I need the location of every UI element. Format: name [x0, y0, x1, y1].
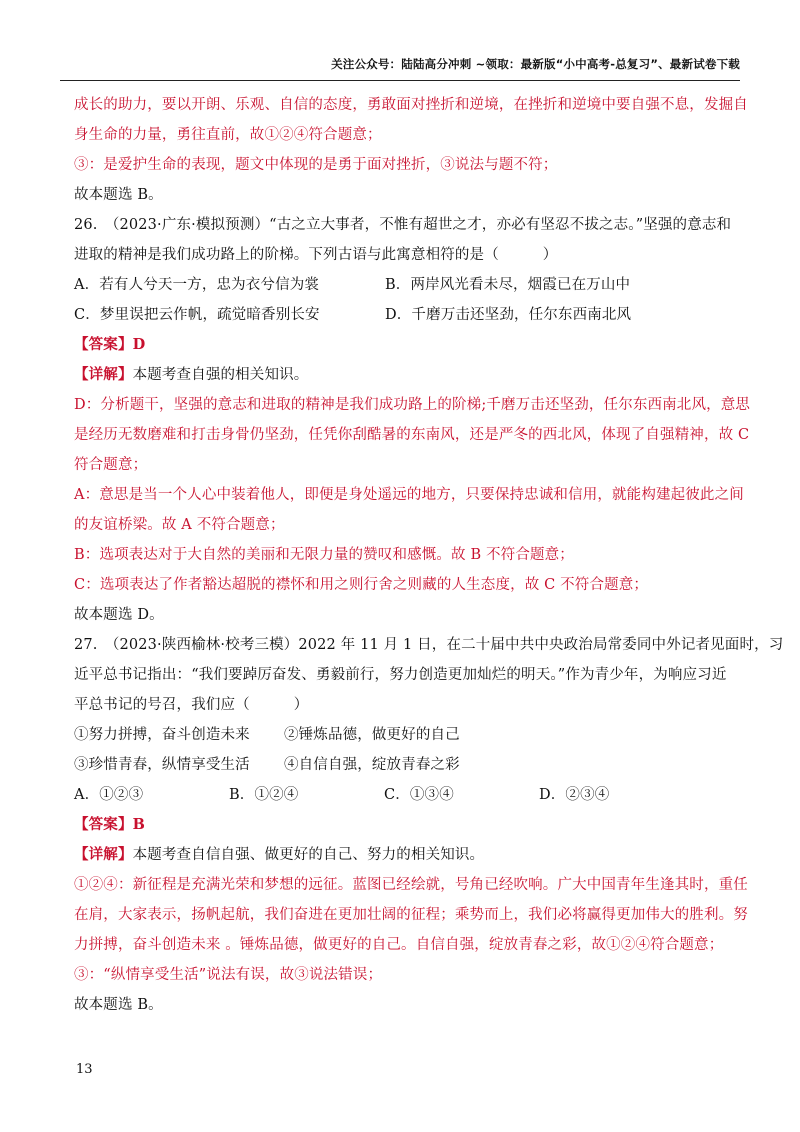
explanation-line: C：选项表达了作者豁达超脱的襟怀和用之则行舍之则藏的人生态度，故 C 不符合题意； — [74, 577, 649, 593]
detail-text: 本题考查自强的相关知识。 — [132, 367, 309, 383]
question-26-stem: 进取的精神是我们成功路上的阶梯。下列古语与此寓意相符的是（ ） — [74, 247, 558, 263]
explanation-line: 符合题意； — [74, 457, 148, 473]
option-b: B．两岸风光看未尽，烟霞已在万山中 — [385, 277, 631, 293]
question-27-stem: 近平总书记指出：“我们要踔厉奋发、勇毅前行，努力创造更加灿烂的明天。”作为青少年，为响应习近 — [74, 667, 727, 683]
page-content — [74, 90, 784, 1020]
statement-4: ④自信自强，绽放青春之彩 — [284, 757, 460, 773]
option-b: B．①②④ — [229, 787, 299, 803]
option-c: C．梦里误把云作帆，疏觉暗香别长安 — [74, 307, 320, 323]
answer-label: 【答案】B — [74, 816, 146, 833]
explanation-line: D：分析题干，坚强的意志和进取的精神是我们成功路上的阶梯;千磨万击还坚劲，任尔东西南北风，意思 — [74, 397, 751, 413]
explanation-line: ③：“纵情享受生活”说法有误，故③说法错误； — [74, 967, 383, 983]
explanation-line: B：选项表达对于大自然的美丽和无限力量的赞叹和感慨。故 B 不符合题意； — [74, 547, 574, 563]
statement-row — [74, 750, 726, 780]
page-number: 13 — [76, 1062, 93, 1077]
explanation-line: 是经历无数磨难和打击身骨仍坚劲，任凭你刮酷暑的东南风，还是严冬的西北风，体现了自强精神，故 C — [74, 427, 750, 443]
page-header: 关注公众号：陆陆高分冲刺 ~领取：最新版“小中高考-总复习”、最新试卷下载 — [60, 56, 740, 81]
detail-label: 【详解】 — [74, 366, 133, 383]
option-a: A．①②③ — [74, 787, 144, 803]
explanation-line: 力拼搏，奋斗创造未来 。锤炼品德，做更好的自己。自信自强，绽放青春之彩，故①②④符合题意； — [74, 937, 724, 953]
statement-2: ②锤炼品德，做更好的自己 — [284, 727, 460, 743]
statement-row — [74, 720, 726, 750]
detail-line — [74, 840, 726, 870]
explanation-line: ③：是爱护生命的表现，题文中体现的是勇于面对挫折，③说法与题不符； — [74, 157, 558, 173]
question-27-options-row — [74, 780, 726, 810]
question-26-options-row — [74, 300, 726, 330]
explanation-line: A：意思是当一个人心中装着他人，即便是身处遥远的地方，只要保持忠诚和信用，就能构建起彼此之间 — [74, 487, 744, 503]
explanation-line: 身生命的力量，勇往直前，故①②④符合题意； — [74, 127, 382, 143]
explanation-line: 在肩，大家表示，扬帆起航，我们奋进在更加壮阔的征程；乘势而上，我们必将赢得更加伟大的胜利。努 — [74, 907, 748, 923]
explanation-line: 的友谊桥梁。故 A 不符合题意； — [74, 517, 285, 533]
option-d: D．②③④ — [539, 787, 610, 803]
option-c: C．①③④ — [384, 787, 454, 803]
option-d: D．千磨万击还坚劲，任尔东西南北风 — [385, 307, 632, 323]
conclusion-line: 故本题选 B。 — [74, 187, 163, 203]
detail-text: 本题考查自信自强、做更好的自己、努力的相关知识。 — [132, 847, 485, 863]
explanation-line: 成长的助力，要以开朗、乐观、自信的态度，勇敢面对挫折和逆境，在挫折和逆境中要自强不息，发掘自 — [74, 97, 748, 113]
detail-label: 【详解】 — [74, 846, 133, 863]
answer-label: 【答案】D — [74, 336, 146, 353]
statement-3: ③珍惜青春，纵情享受生活 — [74, 757, 250, 773]
conclusion-line: 故本题选 D。 — [74, 607, 164, 623]
question-27-stem: 27. （2023·陕西榆林·校考三模）2022 年 11 月 1 日，在二十届中共中央政治局常委同中外记者见面时，习 — [74, 637, 784, 653]
explanation-line: ①②④：新征程是充满光荣和梦想的远征。蓝图已经绘就，号角已经吹响。广大中国青年生逢其时，重任 — [74, 877, 748, 893]
detail-line — [74, 360, 726, 390]
question-26-stem: 26. （2023·广东·模拟预测）“古之立大事者，不惟有超世之才，亦必有坚忍不拔之志。”坚强的意志和 — [74, 217, 732, 233]
question-27-stem: 平总书记的号召，我们应（ ） — [74, 697, 309, 713]
conclusion-line: 故本题选 B。 — [74, 997, 163, 1013]
question-26-options-row — [74, 270, 726, 300]
option-a: A．若有人兮天一方，忠为衣兮信为裳 — [74, 277, 320, 293]
statement-1: ①努力拼搏，奋斗创造未来 — [74, 727, 250, 743]
